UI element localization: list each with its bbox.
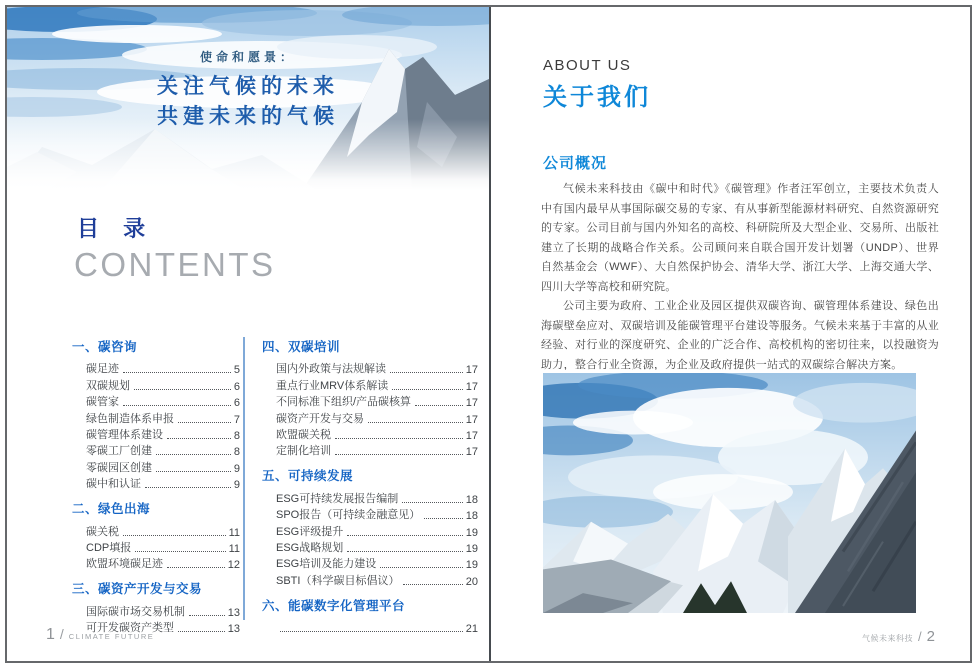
toc-item-page: 9 (233, 462, 240, 475)
toc-item[interactable] (262, 409, 478, 425)
toc-item[interactable] (72, 426, 240, 442)
toc-item-page: 7 (233, 413, 240, 426)
toc-item-label: ESG可持续发展报告编制 (276, 492, 399, 505)
toc-leader-dots (123, 372, 231, 373)
toc-item-label: SPO报告（可持续金融意见） (276, 509, 421, 522)
toc-item-label: 国际碳市场交易机制 (86, 605, 185, 618)
toc-item-page: 11 (228, 526, 240, 539)
toc-leader-dots (347, 551, 463, 552)
toc-section-heading: 五、可持续发展 (262, 469, 354, 484)
toc-leader-dots (402, 502, 463, 503)
toc-item-page: 17 (465, 413, 478, 426)
toc-leader-dots (335, 438, 463, 439)
toc-item-page: 17 (465, 429, 478, 442)
toc-item[interactable] (72, 522, 240, 538)
toc-leader-dots (123, 405, 231, 406)
page-title-zh: 关于我们 (543, 84, 651, 111)
toc-item-label: 定制化培训 (276, 445, 331, 458)
toc-leader-dots (403, 584, 462, 585)
snow-mountain-photo-graphic (543, 373, 916, 613)
toc-item-label: 碳管家 (86, 396, 119, 409)
toc-item-page: 18 (465, 510, 478, 523)
toc-item-label: 可开发碳资产类型 (86, 622, 174, 635)
toc-leader-dots (415, 405, 463, 406)
toc-item-page: 9 (233, 479, 240, 492)
toc-section-heading: 三、碳资产开发与交易 (72, 582, 203, 597)
toc-item-page: 17 (465, 446, 478, 459)
toc-item[interactable] (262, 426, 478, 442)
toc-item[interactable] (262, 393, 478, 409)
toc-leader-dots (347, 535, 463, 536)
toc-title-en: CONTENTS (74, 246, 276, 283)
toc-item-label: CDP填报 (86, 541, 132, 554)
toc-leader-dots (424, 518, 463, 519)
toc-item-label: ESG培训及能力建设 (276, 558, 377, 571)
toc-item-page: 17 (465, 380, 478, 393)
toc-item[interactable] (72, 442, 240, 458)
footer-slash: / (59, 626, 64, 642)
toc-item[interactable] (262, 522, 478, 538)
toc-leader-dots (123, 535, 226, 536)
toc-leader-dots (178, 631, 225, 632)
toc-item-page: 12 (227, 559, 240, 572)
toc-item-page: 20 (465, 575, 478, 588)
toc-title-zh: 目 录 (77, 216, 155, 241)
toc-item-page: 8 (233, 429, 240, 442)
toc-item[interactable] (262, 489, 478, 505)
toc-item[interactable] (72, 376, 240, 392)
toc-item-label: 欧盟碳关税 (276, 428, 331, 441)
toc-leader-dots (156, 471, 231, 472)
hero-headline-line2: 共建未来的气候 (157, 105, 339, 128)
toc-item-page: 8 (233, 446, 240, 459)
toc-item-page: 19 (465, 559, 478, 572)
toc-leader-dots (189, 615, 225, 616)
toc-item[interactable] (72, 555, 240, 571)
toc-item-label: 碳关税 (86, 525, 119, 538)
about-us-label-en: ABOUT US (543, 57, 632, 74)
toc-section-heading: 一、碳咨询 (72, 340, 138, 354)
toc-leader-dots (368, 422, 463, 423)
toc-item-label: 重点行业MRV体系解读 (276, 379, 389, 392)
hero-tagline: 使命和愿景： (199, 50, 296, 64)
toc-item-label: 零碳工厂创建 (86, 445, 152, 458)
toc-item-label: 国内外政策与法规解读 (276, 363, 386, 376)
toc-item-page: 21 (465, 623, 478, 636)
toc-leader-dots (392, 389, 463, 390)
toc-item-page: 13 (227, 623, 240, 636)
toc-item-label: 碳足迹 (86, 363, 119, 376)
toc-column-left (72, 337, 240, 635)
toc-leader-dots (167, 438, 231, 439)
toc-section-heading: 六、能碳数字化管理平台 (262, 598, 406, 613)
hero-headline-line1: 关注气候的未来 (157, 75, 339, 98)
toc-item-label: 欧盟环境碳足迹 (86, 558, 163, 571)
toc-section-heading: 二、绿色出海 (72, 502, 151, 517)
toc-item-label: 绿色制造体系申报 (86, 412, 174, 425)
toc-item-page: 11 (228, 542, 240, 555)
toc-leader-dots (390, 372, 463, 373)
toc-item-page: 6 (233, 380, 240, 393)
toc-item-page: 18 (465, 493, 478, 506)
toc-item[interactable] (262, 619, 478, 635)
toc-item[interactable] (72, 539, 240, 555)
toc-leader-dots (280, 631, 463, 632)
toc-item[interactable] (72, 475, 240, 491)
toc-leader-dots (380, 567, 463, 568)
toc-item[interactable] (262, 360, 478, 376)
toc-section-heading: 四、双碳培训 (262, 340, 341, 354)
paragraph-1: 气候未来科技由《碳中和时代》《碳管理》作者汪军创立，主要技术负责人中有国内最早从事国际碳交易的专家、有从事新型能源材料研究、自然资源研究的专家。公司目前与国内外知名的高校、科研院所及大型企业、交易所、出版社建立了长期的战略合作关系。公司顾问来自联合国开发计划署（UNDP）、世界自然基金会（WWF）、大自然保护协会、清华大学、浙江大学、上海交通大学、四川大学等高校和研究院。 (541, 183, 939, 293)
page-gutter-divider (489, 7, 491, 662)
toc-item-page: 17 (465, 397, 478, 410)
toc-item-label: 碳中和认证 (86, 478, 141, 491)
toc-item[interactable] (262, 442, 478, 458)
toc-leader-dots (178, 422, 231, 423)
toc-item-label: ESG评级提升 (276, 525, 344, 538)
footer-brand-en: CLIMATE FUTURE (68, 632, 155, 641)
right-page-number: 2 (926, 628, 935, 645)
toc-leader-dots (335, 454, 463, 455)
toc-item[interactable] (262, 555, 478, 571)
toc-item[interactable] (262, 571, 478, 587)
toc-item-page: 19 (465, 542, 478, 555)
page-footer-left (46, 626, 154, 644)
toc-item[interactable] (72, 360, 240, 376)
company-overview-text (541, 180, 939, 370)
section-heading-company-overview: 公司概况 (543, 155, 608, 172)
toc-item-page: 13 (227, 606, 240, 619)
toc-item[interactable] (262, 506, 478, 522)
toc-item-label: 碳管理体系建设 (86, 428, 163, 441)
toc-item-page: 17 (465, 364, 478, 377)
toc-item-label: 零碳园区创建 (86, 461, 152, 474)
hero-mission-text (7, 48, 489, 132)
paragraph-2: 公司主要为政府、工业企业及园区提供双碳咨询、碳管理体系建设、绿色出海碳壁垒应对、双碳培训及能碳管理平台建设等服务。气候未来基于丰富的从业经验、对行业的深度研究、企业的广泛合作、高校机构的密切往来，以投融资为助力，整合行业全资源，为企业及政府提供一站式的双碳综合解决方案。 (541, 300, 939, 370)
toc-leader-dots (135, 551, 225, 552)
toc-item[interactable] (262, 376, 478, 392)
toc-leader-dots (134, 389, 231, 390)
toc-column-divider (243, 337, 245, 620)
toc-item[interactable] (262, 539, 478, 555)
toc-item-page: 5 (233, 364, 240, 377)
toc-item-label: 双碳规划 (86, 379, 130, 392)
footer-brand-zh: 气候未来科技 (862, 634, 914, 643)
left-page-number: 1 (46, 626, 55, 643)
landscape-photo (543, 373, 916, 613)
toc-item-label: 不同标准下组织/产品碳核算 (276, 396, 412, 409)
toc-item-label: 碳资产开发与交易 (276, 412, 364, 425)
toc-item-label: SBTI（科学碳目标倡议） (276, 574, 400, 587)
toc-item[interactable] (72, 393, 240, 409)
toc-leader-dots (145, 487, 231, 488)
toc-item[interactable] (72, 458, 240, 474)
footer-slash: / (918, 629, 922, 644)
toc-leader-dots (167, 567, 225, 568)
toc-item-page: 6 (233, 397, 240, 410)
toc-leader-dots (156, 454, 231, 455)
toc-item[interactable] (72, 409, 240, 425)
toc-column-right (262, 337, 478, 635)
page-footer-right (862, 628, 935, 645)
toc-item-page: 19 (465, 526, 478, 539)
toc-item[interactable] (72, 602, 240, 618)
toc-item-label: ESG战略规划 (276, 541, 344, 554)
